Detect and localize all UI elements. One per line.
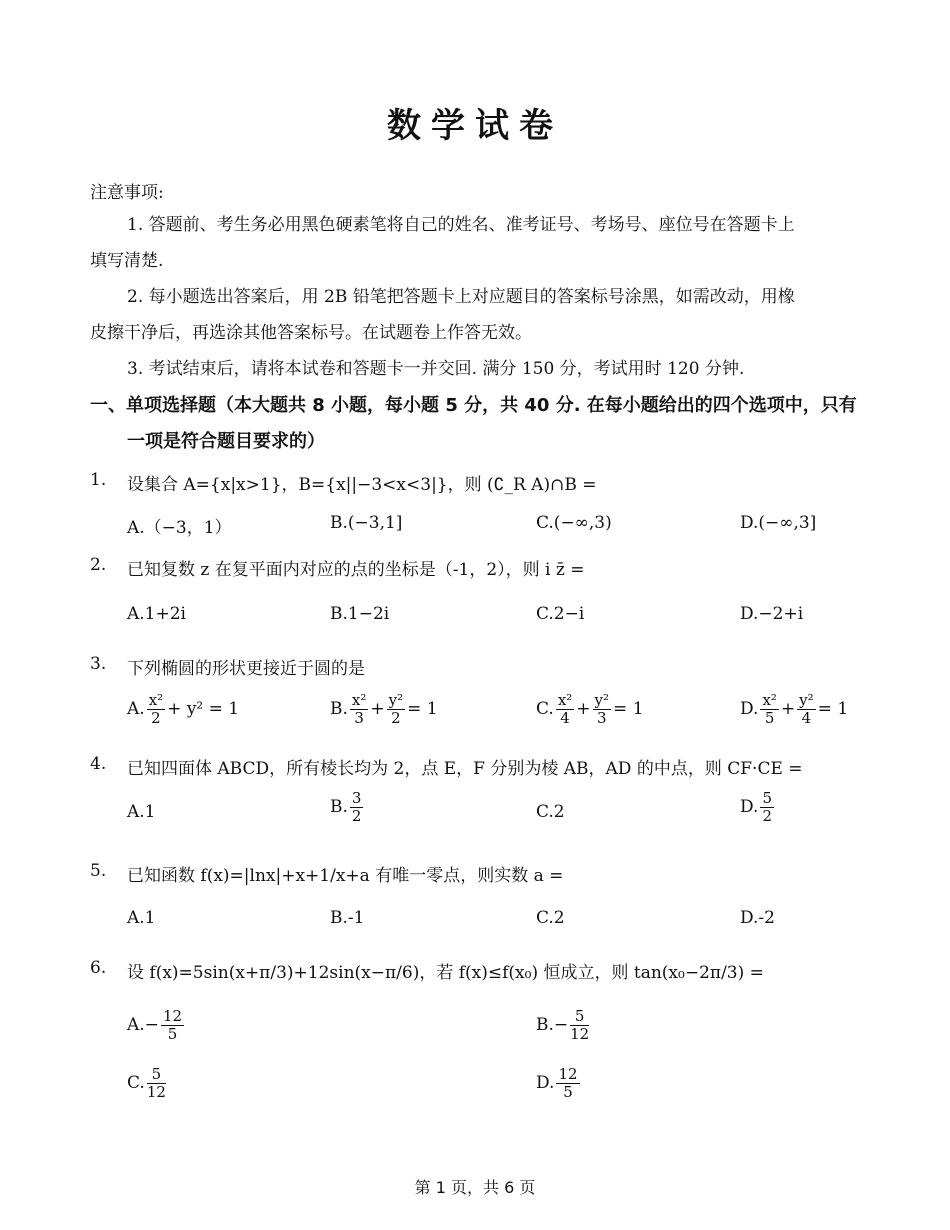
- option-letter: D.: [740, 797, 759, 817]
- option-letter: C.: [127, 1073, 145, 1093]
- question-5-option-b: B.-1: [330, 908, 365, 928]
- page-title: 数学试卷: [387, 106, 563, 146]
- denominator: 2: [391, 709, 401, 727]
- denominator: 5: [563, 1083, 573, 1101]
- question-5-text: 已知函数 f(x)=|lnx|+x+1/x+a 有唯一零点，则实数 a =: [127, 866, 564, 886]
- question-2-text: 已知复数 z 在复平面内对应的点的坐标是（-1，2），则 i z̄ =: [127, 560, 585, 580]
- numerator: x²: [762, 691, 777, 709]
- question-2-number: 2.: [90, 555, 107, 575]
- fraction: [797, 692, 816, 727]
- question-3-option-b: [330, 692, 438, 727]
- question-4-option-c: C.2: [536, 802, 565, 822]
- section-heading-line-2: 一项是符合题目要求的）: [127, 431, 325, 452]
- denominator: 12: [146, 1083, 166, 1101]
- numerator: x²: [351, 691, 367, 709]
- denominator: 12: [570, 1025, 590, 1043]
- fraction: [387, 692, 406, 727]
- plus-sign: +: [780, 699, 796, 719]
- fraction: [570, 1008, 589, 1043]
- equals-one: = 1: [613, 699, 644, 719]
- question-3-number: 3.: [90, 654, 107, 674]
- plus-sign: +: [370, 699, 385, 719]
- fraction: [147, 692, 165, 727]
- notice-item-2-line-1: 2. 每小题选出答案后，用 2B 铅笔把答题卡上对应题目的答案标号涂黑，如需改动，用橡: [127, 287, 795, 307]
- denominator: 2: [762, 807, 772, 825]
- question-6-option-c: [127, 1066, 168, 1101]
- option-letter: A.: [127, 699, 145, 719]
- question-4-option-d: [740, 790, 776, 825]
- question-4-text: 已知四面体 ABCD，所有棱长均为 2，点 E，F 分别为棱 AB，AD 的中点，则 CF·CE =: [127, 759, 803, 779]
- question-3-option-d: [740, 692, 848, 727]
- question-1-number: 1.: [90, 470, 107, 490]
- question-3-option-a: [127, 692, 239, 727]
- plus-sign: +: [576, 699, 591, 719]
- question-1-text: 设集合 A={x|x>1}，B={x||−3<x<3|}，则 (∁_R A)∩B =: [127, 475, 597, 495]
- numerator: 5: [147, 1066, 166, 1084]
- denominator: 4: [560, 709, 570, 727]
- numerator: y²: [594, 691, 610, 709]
- numerator: 12: [558, 1065, 578, 1083]
- question-6-option-d: [536, 1066, 582, 1101]
- expression: + y² = 1: [167, 699, 240, 719]
- question-5-option-c: C.2: [536, 908, 565, 928]
- fraction: [147, 1066, 166, 1101]
- option-letter: B.−: [536, 1015, 569, 1035]
- question-5-number: 5.: [90, 861, 107, 881]
- question-4-option-b: [330, 790, 365, 825]
- numerator: x²: [148, 691, 164, 709]
- question-5-option-a: A.1: [127, 908, 156, 928]
- option-letter: D.: [740, 699, 759, 719]
- question-6-option-b: [536, 1008, 591, 1043]
- fraction: [556, 692, 574, 727]
- denominator: 5: [764, 709, 775, 727]
- question-4-number: 4.: [90, 754, 107, 774]
- equals-one: = 1: [817, 699, 849, 719]
- numerator: 12: [162, 1007, 183, 1025]
- notice-heading: 注意事项:: [90, 183, 164, 203]
- question-6-option-a: [127, 1008, 186, 1043]
- numerator: 5: [762, 789, 772, 807]
- question-2-option-c: C.2−i: [536, 604, 585, 624]
- denominator: 3: [354, 709, 364, 727]
- notice-item-1-line-2: 填写清楚.: [90, 251, 164, 271]
- question-4-option-a: A.1: [127, 802, 156, 822]
- denominator: 2: [151, 709, 161, 727]
- numerator: y²: [388, 691, 404, 709]
- notice-item-1-line-1: 1. 答题前、考生务必用黑色硬素笔将自己的姓名、准考证号、考场号、座位号在答题卡上: [127, 215, 795, 235]
- page-footer: 第 1 页，共 6 页: [414, 1178, 536, 1197]
- fraction: [161, 1008, 184, 1043]
- denominator: 4: [801, 709, 812, 727]
- question-2-option-a: A.1+2i: [127, 604, 186, 624]
- question-6-number: 6.: [90, 958, 107, 978]
- notice-item-3: 3. 考试结束后，请将本试卷和答题卡一并交回. 满分 150 分，考试用时 120 分钟.: [127, 359, 745, 379]
- fraction: [593, 692, 612, 727]
- fraction: [556, 1066, 579, 1101]
- question-2-option-d: D.−2+i: [740, 604, 804, 624]
- section-heading-line-1: 一、单项选择题（本大题共 8 小题，每小题 5 分，共 40 分. 在每小题给出的四个选项中，只有: [90, 395, 857, 416]
- fraction: [760, 692, 778, 727]
- numerator: 3: [351, 789, 362, 807]
- option-letter: B.: [330, 699, 348, 719]
- question-1-option-a: A.（−3，1）: [127, 518, 232, 538]
- question-6-text: 设 f(x)=5sin(x+π/3)+12sin(x−π/6)，若 f(x)≤f(x₀) 恒成立，则 tan(x₀−2π/3) =: [127, 963, 764, 983]
- question-1-option-b: B.(−3,1]: [330, 513, 403, 533]
- question-2-option-b: B.1−2i: [330, 604, 390, 624]
- numerator: y²: [799, 691, 814, 709]
- option-letter: D.: [536, 1073, 555, 1093]
- denominator: 3: [597, 709, 607, 727]
- question-1-option-c: C.(−∞,3): [536, 513, 612, 533]
- option-letter: C.: [536, 699, 554, 719]
- notice-item-2-line-2: 皮擦干净后，再选涂其他答案标号。在试题卷上作答无效。: [90, 323, 532, 343]
- numerator: x²: [557, 691, 573, 709]
- denominator: 2: [351, 807, 362, 825]
- denominator: 5: [167, 1025, 178, 1043]
- option-letter: B.: [330, 797, 348, 817]
- question-5-option-d: D.-2: [740, 908, 775, 928]
- question-3-text: 下列椭圆的形状更接近于圆的是: [127, 659, 365, 679]
- fraction: [350, 790, 364, 825]
- numerator: 5: [570, 1008, 589, 1026]
- fraction: [350, 692, 368, 727]
- fraction: [760, 790, 774, 825]
- question-1-option-d: D.(−∞,3]: [740, 513, 817, 533]
- equals-one: = 1: [407, 699, 438, 719]
- question-3-option-c: [536, 692, 644, 727]
- option-letter: A.−: [127, 1015, 159, 1035]
